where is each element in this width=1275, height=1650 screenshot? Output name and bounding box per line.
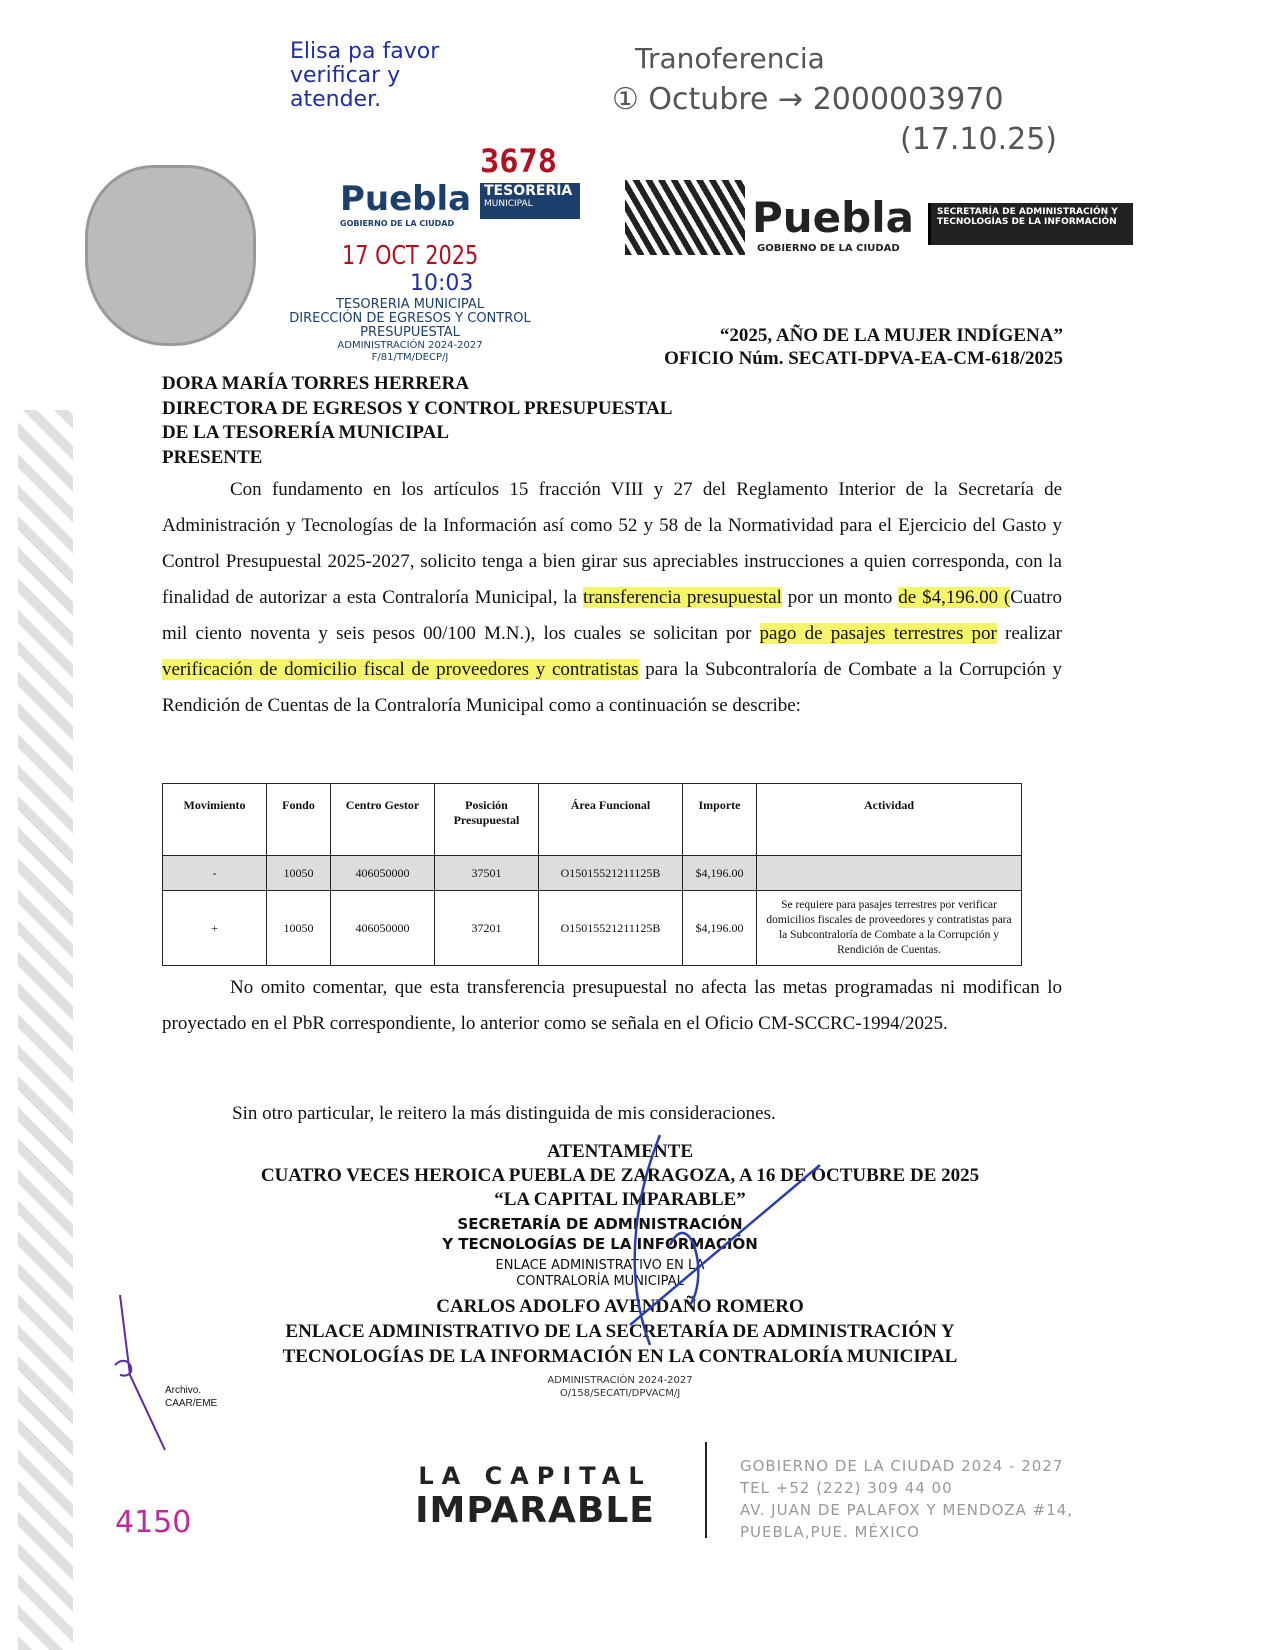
table-row: [163, 891, 1022, 966]
motto: “LA CAPITAL IMPARABLE”: [494, 1189, 746, 1210]
cell: 10050: [267, 891, 331, 966]
cell: $4,196.00: [683, 856, 757, 891]
footer-line: AV. JUAN DE PALAFOX Y MENDOZA #14,: [740, 1501, 1074, 1519]
puebla-emblem: [625, 180, 745, 255]
handwritten-margin-note: Elisa pa favor verificar y atender.: [290, 39, 440, 112]
col-header: Actividad: [757, 784, 1022, 856]
tesoreria-label: TESORERÍA: [484, 183, 573, 199]
handwritten-number: 4150: [115, 1505, 192, 1540]
footer-line: PUEBLA,PUE. MÉXICO: [740, 1523, 920, 1541]
header-puebla-logo: Puebla: [752, 193, 914, 242]
recipient-name: DORA MARÍA TORRES HERRERA: [162, 373, 470, 394]
stamp-line: Y TECNOLOGÍAS DE LA INFORMACIÓN: [442, 1235, 758, 1253]
recipient-block: [162, 372, 672, 470]
stamp-line: ENLACE ADMINISTRATIVO EN LA: [495, 1258, 705, 1273]
signer-title: TECNOLOGÍAS DE LA INFORMACIÓN EN LA CONTRALORÍA MUNICIPAL: [282, 1346, 958, 1367]
highlight: de $4,196.00 (: [898, 587, 1011, 608]
cell: [757, 856, 1022, 891]
logo-subtitle: GOBIERNO DE LA CIUDAD: [340, 219, 455, 228]
municipal-label: MUNICIPAL: [484, 199, 533, 209]
stamp-line: TESORERIA MUNICIPAL: [335, 297, 485, 312]
stamp-line: F/81/TM/DECP/J: [371, 352, 449, 363]
archivo-label: Archivo.: [165, 1385, 202, 1396]
signature-icon: [600, 1125, 830, 1355]
atentamente: ATENTAMENTE: [546, 1141, 694, 1162]
header-right: [664, 324, 1063, 370]
recipient-title: DIRECTORA DE EGRESOS Y CONTROL PRESUPUESTAL: [162, 397, 673, 419]
col-header: Centro Gestor: [331, 784, 435, 856]
secati-badge: SECRETARÍA DE ADMINISTRACIÓN Y TECNOLOGÍAS DE LA INFORMACIÓN: [928, 203, 1133, 245]
cell: 406050000: [331, 856, 435, 891]
col-header: Área Funcional: [539, 784, 683, 856]
stamp-line: ADMINISTRACIÓN 2024-2027: [547, 1375, 693, 1386]
handwritten-note: ① Octubre → 2000003970: [612, 82, 1004, 117]
archivo-note: [165, 1384, 217, 1410]
place-date: CUATRO VECES HEROICA PUEBLA DE ZARAGOZA, A 16 DE OCTUBRE DE 2025: [260, 1165, 980, 1186]
body-paragraph-1: Con fundamento en los artículos 15 fracción VIII y 27 del Reglamento Interior de la Secretaría de Administración y Tecnologías de la Información así como 52 y 58 de la Normatividad para el Ejercicio del Gasto y Control Presupuestal 2025-2027, solicito tenga a bien girar sus apreciables instrucciones a quien corresponda, con la finalidad de autorizar a esta Contraloría Municipal, la transferencia presupuestal por un monto de $4,196.00 (Cuatro mil ciento noventa y seis pesos 00/100 M.N.), los cuales se solicitan por pago de pasajes terrestres por realizar verificación de domicilio fiscal de proveedores y contratistas para la Subcontraloría de Combate a la Corrupción y Rendición de Cuentas de la Contraloría Municipal como a continuación se describe:: [162, 479, 1062, 716]
highlight: pago de pasajes terrestres por: [759, 623, 997, 644]
highlight: verificación de domicilio fiscal de proveedores y contratistas: [162, 659, 639, 680]
table-row: [163, 856, 1022, 891]
brand-line: IMPARABLE: [415, 1490, 655, 1531]
cell: 406050000: [331, 891, 435, 966]
recipient-office: DE LA TESORERÍA MUNICIPAL: [162, 422, 449, 443]
header-logo-subtitle: GOBIERNO DE LA CIUDAD: [757, 243, 900, 254]
municipal-seal: [85, 165, 256, 346]
footer-line: TEL +52 (222) 309 44 00: [740, 1479, 953, 1497]
body-paragraph-2: No omito comentar, que esta transferencia presupuestal no afecta las metas programadas ni modifican lo proyectado en el PbR correspondiente, lo anterior como se señala en el Oficio CM-SCCRC-1994/2025.: [162, 977, 1062, 1034]
cell: 10050: [267, 856, 331, 891]
cell: $4,196.00: [683, 891, 757, 966]
stamp-text: [270, 298, 550, 364]
stamp-line: PRESUPUESTAL: [360, 325, 460, 340]
stamp-line: O/158/SECATI/DPVACM/J: [559, 1388, 681, 1399]
cell: Se requiere para pasajes terrestres por verificar domicilios fiscales de proveedores y contratistas para la Subcontraloría de Combate a la Corrupción y Rendición de Cuentas.: [757, 891, 1022, 966]
year-slogan: “2025, AÑO DE LA MUJER INDÍGENA”: [719, 325, 1063, 346]
signer-name: CARLOS ADOLFO AVENDAÑO ROMERO: [436, 1296, 804, 1317]
col-header: Importe: [683, 784, 757, 856]
cell: -: [163, 856, 267, 891]
cell: +: [163, 891, 267, 966]
cell: O15015521211125B: [539, 856, 683, 891]
budget-transfer-table: [162, 783, 1022, 966]
signer-title: ENLACE ADMINISTRATIVO DE LA SECRETARÍA DE ADMINISTRACIÓN Y: [285, 1321, 955, 1342]
handwritten-time: 10:03: [410, 271, 474, 296]
handwritten-note: Tranoferencia: [635, 42, 825, 75]
highlight: transferencia presupuestal: [582, 587, 782, 608]
decorative-border: [18, 410, 73, 1650]
cell: O15015521211125B: [539, 891, 683, 966]
stamp-date: 17 OCT 2025: [342, 241, 479, 271]
col-header: Posición Presupuestal: [435, 784, 539, 856]
brand-line: LA CAPITAL: [418, 1462, 652, 1490]
footer-brand: [390, 1462, 680, 1531]
handwritten-note: (17.10.25): [900, 122, 1058, 157]
table-header-row: [163, 784, 1022, 856]
footer-contact: [740, 1455, 1073, 1543]
col-header: Movimiento: [163, 784, 267, 856]
oficio-number: OFICIO Núm. SECATI-DPVA-EA-CM-618/2025: [664, 348, 1063, 369]
cell: 37201: [435, 891, 539, 966]
stamp-line: DIRECCIÓN DE EGRESOS Y CONTROL: [289, 311, 531, 326]
col-header: Fondo: [267, 784, 331, 856]
body-paragraph-3: Sin otro particular, le reitero la más distinguida de mis consideraciones.: [232, 1103, 776, 1124]
archivo-initials: CAAR/EME: [165, 1398, 218, 1409]
footer-divider: [705, 1442, 707, 1538]
footer-line: GOBIERNO DE LA CIUDAD 2024 - 2027: [740, 1457, 1064, 1475]
stamp-line: ADMINISTRACIÓN 2024-2027: [337, 340, 483, 351]
recipient-presente: PRESENTE: [162, 446, 263, 468]
stamp-line: SECRETARÍA DE ADMINISTRACIÓN: [457, 1215, 743, 1233]
cell: 37501: [435, 856, 539, 891]
stamp-line: CONTRALORÍA MUNICIPAL: [516, 1274, 684, 1289]
tesoreria-badge: [480, 183, 580, 219]
stamp-footer: [420, 1374, 820, 1400]
stamp-number: 3678: [480, 142, 558, 180]
initials-signature-icon: [110, 1295, 180, 1455]
puebla-logo: Puebla: [340, 179, 472, 219]
